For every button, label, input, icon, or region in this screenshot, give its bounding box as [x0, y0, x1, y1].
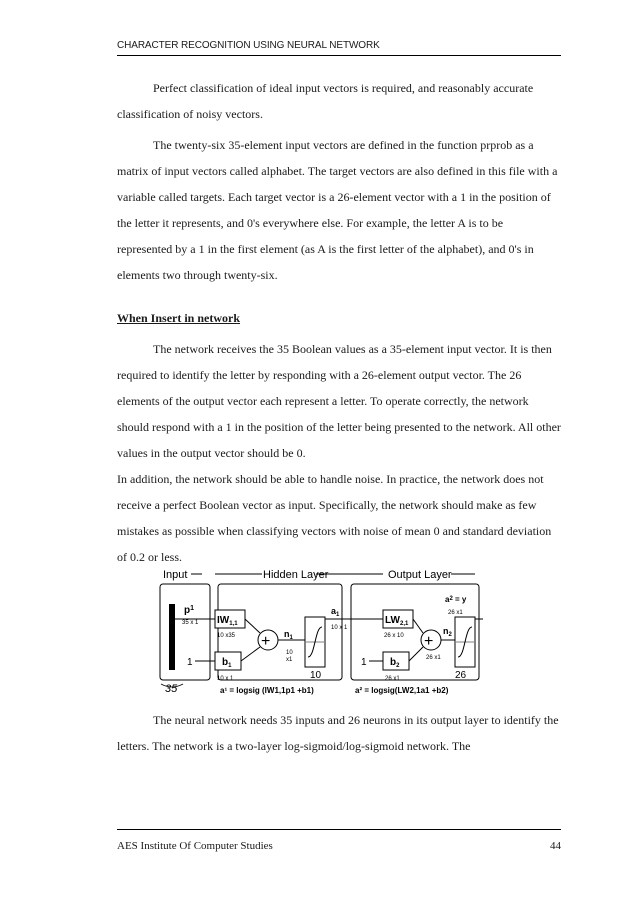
body-section-1	[117, 75, 561, 288]
iw-dim: 10 x35	[217, 633, 236, 639]
b2-dim: 26 x1	[385, 676, 400, 682]
paragraph-network-receives: The network receives the 35 Boolean values as a 35-element input vector. It is then required to identify the letter by responding with a 26-element output vector. The 26 elements of the output vector each represent a letter. To operate correctly, the network should respond with a 1 in the position of the letter being presented to the network. All other values in the output vector should be 0.	[117, 342, 561, 460]
paragraph-noise: In addition, the network should be able to handle noise. In practice, the network does not receive a perfect Boolean vector as input. Specifically, the network should make as few mistakes as possible when classifying vectors with noise of mean 0 and standard deviation of 0.2 or less.	[117, 472, 552, 564]
paragraph-inputs-neurons: The neural network needs 35 inputs and 26 neurons in its output layer to identify the letters. The network is a two-layer log-sigmoid/log-sigmoid network. The	[117, 713, 559, 753]
a1-label: $a_1$	[331, 606, 340, 618]
n1-dim-a: 10	[286, 650, 293, 656]
n1-dim-b: x1	[286, 657, 293, 663]
a2-dim: 26 x1	[448, 610, 463, 616]
section-heading: When Insert in network	[117, 311, 241, 325]
bias-one-2: 1	[361, 657, 367, 668]
input-vector-bar	[169, 604, 175, 670]
n1-label: $n_1$	[284, 629, 293, 641]
b1-dim: 10 x 1	[217, 676, 234, 682]
p1-label: $p^1$	[184, 605, 195, 616]
input-title: Input	[163, 569, 188, 581]
network-diagram	[155, 562, 485, 696]
n2-dim: 26 x1	[426, 655, 441, 661]
paragraph-input-vectors: The twenty-six 35-element input vectors are defined in the function prprob as a matrix of input vectors called alphabet. The target vectors are also defined in this file with a variable called targets. Each target vector is a 26-element vector with a 1 in the position of the letter it represents, and 0's everywhere else. For example, the letter A is to be represented by a 1 in the first element (as A is the first letter of the alphabet), and 0's in elements two through twenty-six.	[117, 138, 558, 282]
running-header: CHARACTER RECOGNITION USING NEURAL NETWORK	[117, 40, 561, 56]
hidden-equation: a¹ = logsig (IW1,1p1 +b1)	[220, 686, 314, 695]
plus-1-glyph: +	[261, 633, 271, 650]
plus-2-glyph: +	[424, 633, 434, 650]
output-layer-title: Output Layer	[388, 569, 452, 581]
b1-label: $b_1$	[222, 657, 232, 669]
paragraph-classification: Perfect classification of ideal input vectors is required, and reasonably accurate classification of noisy vectors.	[117, 81, 534, 121]
bias-one-1: 1	[187, 657, 193, 668]
n2-label: $n_2$	[443, 626, 452, 638]
output-size: 26	[455, 670, 467, 681]
input-size: 35	[165, 683, 178, 695]
iw-label: $IW_{1,1}$	[217, 615, 238, 627]
hidden-layer-title: Hidden Layer	[263, 569, 329, 581]
page-number: 44	[550, 840, 561, 852]
footer-institute: AES Institute Of Computer Studies	[117, 840, 273, 852]
body-section-3	[117, 707, 561, 759]
lw-label: $LW_{2,1}$	[385, 615, 409, 627]
output-equation: a² = logsig(LW2,1a1 +b2)	[355, 686, 449, 695]
a2-y-label: $a^2 = y$	[445, 595, 467, 604]
lw-dim: 26 x 10	[384, 633, 404, 639]
body-section-2	[117, 305, 561, 570]
a1-dim: 10 x 1	[331, 625, 348, 631]
p1-dim: 35 x 1	[182, 620, 199, 626]
input-box	[160, 584, 210, 680]
page-footer	[117, 829, 561, 852]
hidden-size: 10	[310, 670, 322, 681]
b2-label: $b_2$	[390, 657, 400, 669]
